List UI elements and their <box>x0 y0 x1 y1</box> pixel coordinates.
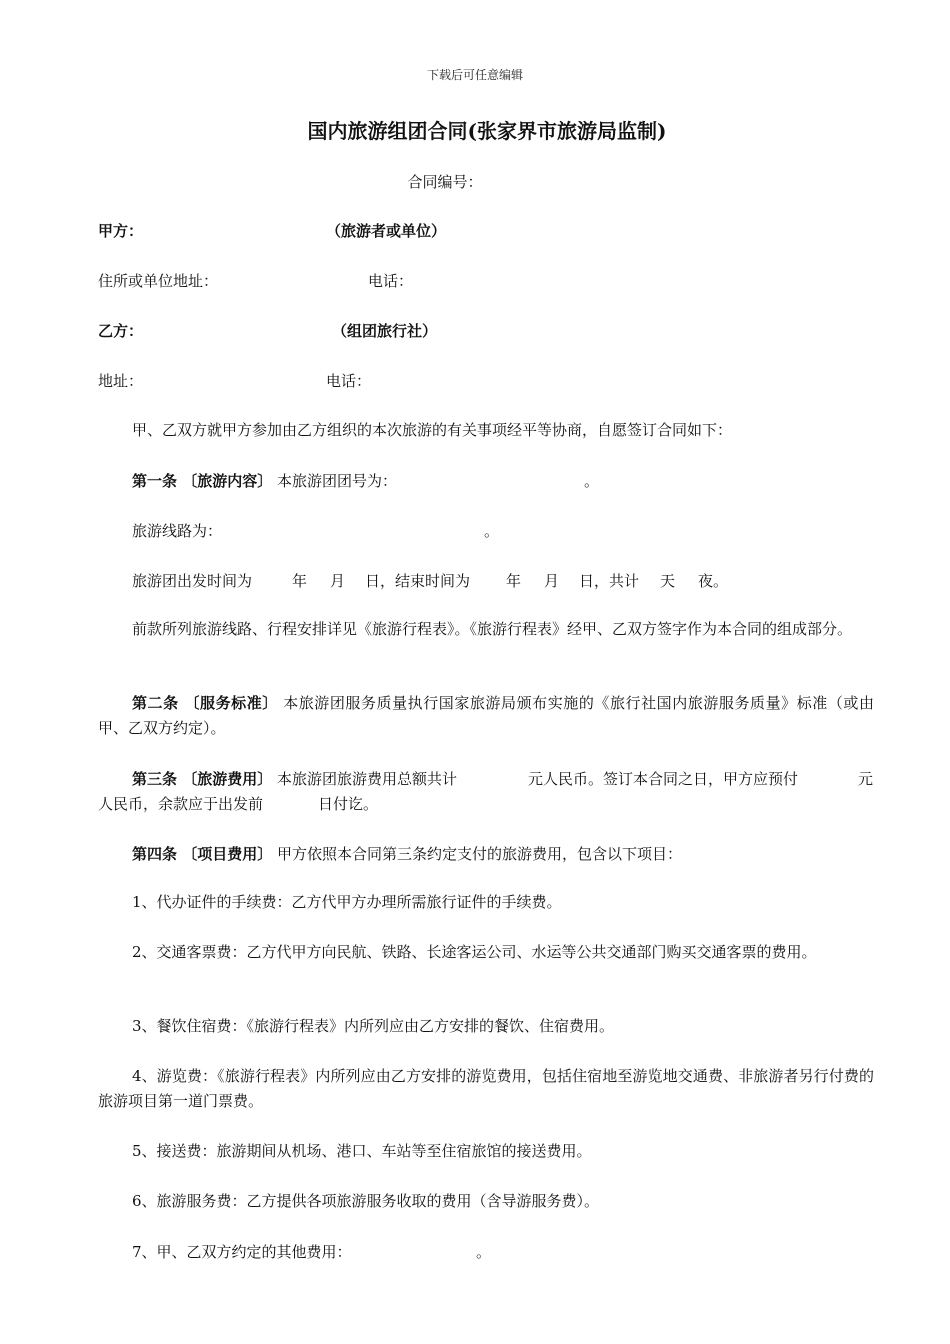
party-a-role: （旅游者或单位） <box>326 222 447 240</box>
header-note: 下载后可任意编辑 <box>426 68 523 82</box>
time-start-label: 旅游团出发时间为 <box>132 572 253 590</box>
start-day-end-label: 日，结束时间为 <box>365 572 471 590</box>
start-year: 年 <box>292 572 308 590</box>
article-2-text: 本旅游团服务质量执行国家旅游局颁布实施的《旅行社国内旅游服务质量》标准（或由甲、乙双方约定）。 <box>98 694 874 737</box>
start-month: 月 <box>330 572 346 590</box>
fee-item-7: 7、甲、乙双方约定的其他费用： <box>132 1243 352 1261</box>
article-3-currency: 元 <box>858 770 874 788</box>
end-month: 月 <box>544 572 560 590</box>
article-3-balance-label: 人民币，余款应于出发前 <box>98 795 264 813</box>
party-a-address-label: 住所或单位地址： <box>98 272 219 290</box>
article-1-line <box>132 470 397 491</box>
party-a-phone-label: 电话： <box>368 272 414 290</box>
article-4-line <box>132 843 682 864</box>
article-2-heading: 第二条 〔服务标准〕 <box>132 694 278 712</box>
party-b-label: 乙方： <box>98 322 144 340</box>
fee-item-6: 6、旅游服务费：乙方提供各项旅游服务收取的费用（含导游服务费）。 <box>132 1192 600 1210</box>
article-3-paid-label: 日付讫。 <box>318 795 379 813</box>
contract-title: 国内旅游组团合同(张家界市旅游局监制) <box>307 119 667 143</box>
party-b-phone-label: 电话： <box>326 372 372 390</box>
fee-item-1: 1、代办证件的手续费：乙方代甲方办理所需旅行证件的手续费。 <box>132 893 562 911</box>
article-3-line-1 <box>132 768 457 789</box>
end-day-total-label: 日，共计 <box>579 572 640 590</box>
article-1-heading: 第一条 〔旅游内容〕 <box>132 472 273 490</box>
article-4-text: 甲方依照本合同第三条约定支付的旅游费用，包含以下项目： <box>277 845 683 863</box>
contract-number-label: 合同编号： <box>407 173 483 191</box>
intro-paragraph: 甲、乙双方就甲方参加由乙方组织的本次旅游的有关事项经平等协商，自愿签订合同如下： <box>132 421 733 439</box>
itinerary-note: 前款所列旅游线路、行程安排详见《旅游行程表》。《旅游行程表》经甲、乙双方签字作为本合同的组成部分。 <box>132 620 853 638</box>
days-label: 天 <box>660 572 676 590</box>
article-2 <box>98 691 874 741</box>
group-number-end: 。 <box>584 472 600 490</box>
fee-item-2: 2、交通客票费：乙方代甲方向民航、铁路、长途客运公司、水运等公共交通部门购买交通客票的费用。 <box>132 943 817 961</box>
group-number-label: 本旅游团团号为： <box>277 472 398 490</box>
article-3-prepay-label: 元人民币。签订本合同之日，甲方应预付 <box>528 770 799 788</box>
fee-item-3: 3、餐饮住宿费：《旅游行程表》内所列应由乙方安排的餐饮、住宿费用。 <box>132 1017 615 1035</box>
fee-item-4: 4、游览费：《旅游行程表》内所列应由乙方安排的游览费用，包括住宿地至游览地交通费、非旅游者另行付费的旅游项目第一道门票费。 <box>98 1067 874 1110</box>
route-end: 。 <box>484 522 500 540</box>
nights-label: 夜。 <box>698 572 729 590</box>
article-3-heading: 第三条 〔旅游费用〕 <box>132 770 273 788</box>
fee-item-7-end: 。 <box>476 1243 492 1261</box>
fee-item-5: 5、接送费：旅游期间从机场、港口、车站等至住宿旅馆的接送费用。 <box>132 1142 592 1160</box>
party-b-role: （组团旅行社） <box>332 322 438 340</box>
route-label: 旅游线路为： <box>132 522 223 540</box>
party-a-label: 甲方： <box>98 222 144 240</box>
article-4-heading: 第四条 〔项目费用〕 <box>132 845 273 863</box>
article-3-total-label: 本旅游团旅游费用总额共计 <box>277 770 458 788</box>
party-b-address-label: 地址： <box>98 372 144 390</box>
end-year: 年 <box>506 572 522 590</box>
